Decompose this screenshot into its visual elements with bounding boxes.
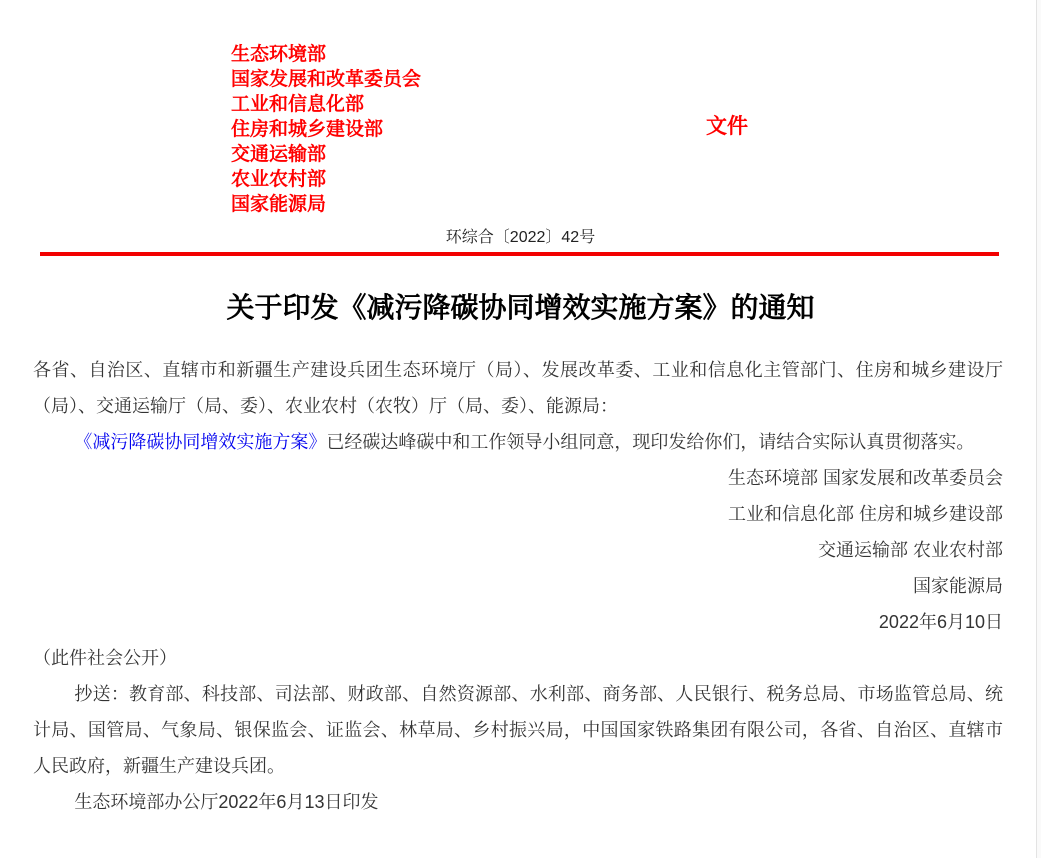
notify-paragraph (33, 424, 1003, 460)
letterhead-department: 国家发展和改革委员会 (231, 69, 422, 90)
signer-line: 国家能源局 (913, 576, 1003, 596)
letterhead-department: 住房和城乡建设部 (231, 119, 384, 140)
letterhead-department: 工业和信息化部 (231, 94, 365, 115)
doc-number: 环综合〔2022〕42号 (445, 229, 596, 246)
salutation-paragraph: 各省、自治区、直辖市和新疆生产建设兵团生态环境厅（局）、发展改革委、工业和信息化主管部门、住房和城乡建设厅（局）、交通运输厅（局、委）、农业农村（农牧）厅（局、委）、能源局： (33, 360, 1003, 416)
sign-date: 2022年6月10日 (878, 612, 1003, 632)
page-right-edge (1036, 0, 1041, 858)
public-disclosure-note: （此件社会公开） (33, 648, 177, 668)
notify-text: 已经碳达峰碳中和工作领导小组同意，现印发给你们，请结合实际认真贯彻落实。 (326, 432, 975, 452)
signer-line: 生态环境部 国家发展和改革委员会 (728, 468, 1003, 488)
letterhead-department: 农业农村部 (231, 169, 327, 190)
letterhead-file-label: 文件 (706, 115, 748, 138)
signature-block (33, 460, 1003, 640)
signer-line: 工业和信息化部 住房和城乡建设部 (728, 504, 1003, 524)
red-divider-rule (40, 252, 999, 256)
print-note: 生态环境部办公厅2022年6月13日印发 (74, 792, 379, 812)
letterhead-department: 生态环境部 (231, 44, 327, 65)
cc-paragraph: 抄送：教育部、科技部、司法部、财政部、自然资源部、水利部、商务部、人民银行、税务总局、市场监管总局、统计局、国管局、气象局、银保监会、证监会、林草局、乡村振兴局，中国国家铁路集团有限公司，各省、自治区、直辖市人民政府，新疆生产建设兵团。 (33, 684, 1003, 776)
letterhead-department: 国家能源局 (231, 194, 327, 215)
plan-document-link[interactable]: 《减污降碳协同增效实施方案》 (74, 432, 327, 452)
document-body (33, 352, 1003, 820)
document-title: 关于印发《减污降碳协同增效实施方案》的通知 (226, 292, 815, 323)
letterhead-department-list (231, 42, 421, 217)
signer-line: 交通运输部 农业农村部 (818, 540, 1003, 560)
letterhead-department: 交通运输部 (231, 144, 327, 165)
